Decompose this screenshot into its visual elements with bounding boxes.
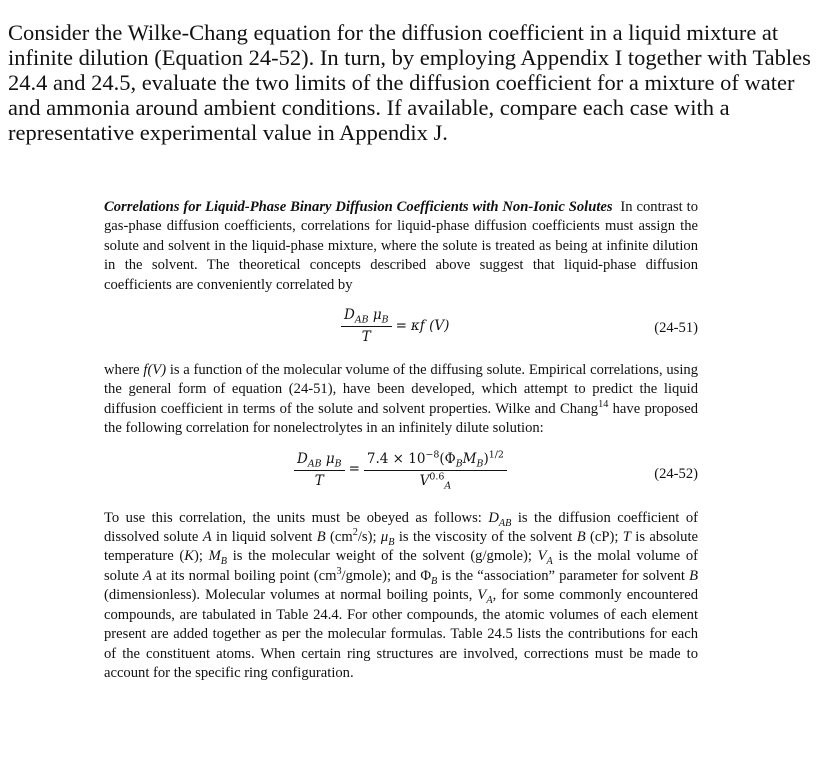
equation-number: (24-51)	[654, 320, 698, 337]
fraction-rhs: $\frac{7.4 \times 10^{-8}(\Phi_BM_B)^{1/2}}{V^{0.6}_A}$	[364, 451, 507, 490]
paragraph-wilke-chang: where f(V) is a function of the molecular volume of the diffusing solute. Empirical correlations, using the general form of equation (24-51), have been developed, which attempt to predict the liquid diffusion coefficient in terms of the solute and solvent properties. Wilke and Chang$^{14}$ have proposed the following correlation for nonelectrolytes in an infinitely dilute solution:	[104, 362, 698, 437]
question-text: Consider the Wilke-Chang equation for the diffusion coefficient in a liquid mixture at infinite dilution (Equation 24-52). In turn, by employing Appendix I together with Tables 24.4 and 24.5, evaluate the two limits of the diffusion coefficient for a mixture of water and ammonia around ambient conditions. If available, compare each case with a representative experimental value in Appendix J.	[8, 20, 811, 145]
paragraph-intro	[104, 198, 698, 295]
paragraph-intro-text: In contrast to gas-phase diffusion coefficients, correlations for liquid-phase diffusion coefficients must assign the solute and solvent in the liquid-phase mixture, where the solute is treated as being at infinite dilution in the solvent. The theoretical concepts described above suggest that liquid-phase diffusion coefficients are conveniently correlated by	[104, 199, 698, 293]
paragraph-units: To use this correlation, the units must be obeyed as follows: $D_{AB}$ is the diffusion coefficient of dissolved solute A in liquid solvent B $(cm^2/s)$; $\mu_B$ is the viscosity of the solvent B (cP); T is absolute temperature (K); $M_B$ is the molecular weight of the solvent (g/gmole); $V_A$ is the molal volume of solute A at its normal boiling point $(cm^3/gmole)$; and $\Phi_B$ is the “association” parameter for solvent B (dimensionless). Molecular volumes at normal boiling points, $V_A$, for some commonly encountered compounds, are tabulated in Table 24.4. For other compounds, the atomic volumes of each element present are added together as per the molecular formulas. Table 24.5 lists the contributions for each of the constituent atoms. When certain ring structures are involved, corrections must be made to account for the specific ring configuration.	[104, 509, 699, 681]
section-heading: Correlations for Liquid-Phase Binary Diffusion Coefficients with Non-Ionic Solutes	[104, 199, 613, 215]
textbook-excerpt	[104, 198, 698, 683]
fraction-lhs: $\frac{D_{AB} \mu_B}{T}$	[341, 307, 392, 346]
equation-24-52	[104, 451, 698, 501]
equation-24-51	[104, 307, 698, 353]
reference-superscript: 14	[598, 398, 609, 410]
equation-rhs: κf (V)	[410, 317, 450, 334]
equation-24-51-formula: $\frac{D_{AB} \mu_B}{T}$ = κf (V)	[341, 307, 449, 346]
fraction-lhs: $\frac{D_{AB} \mu_B}{T}$	[294, 451, 345, 490]
equation-24-52-formula: $\frac{D_{AB} \mu_B}{T}$ = $\frac{7.4 \times 10^{-8}(\Phi_BM_B)^{1/2}}{V^{0.6}_A}$	[294, 451, 507, 490]
equation-number: (24-52)	[654, 465, 698, 482]
